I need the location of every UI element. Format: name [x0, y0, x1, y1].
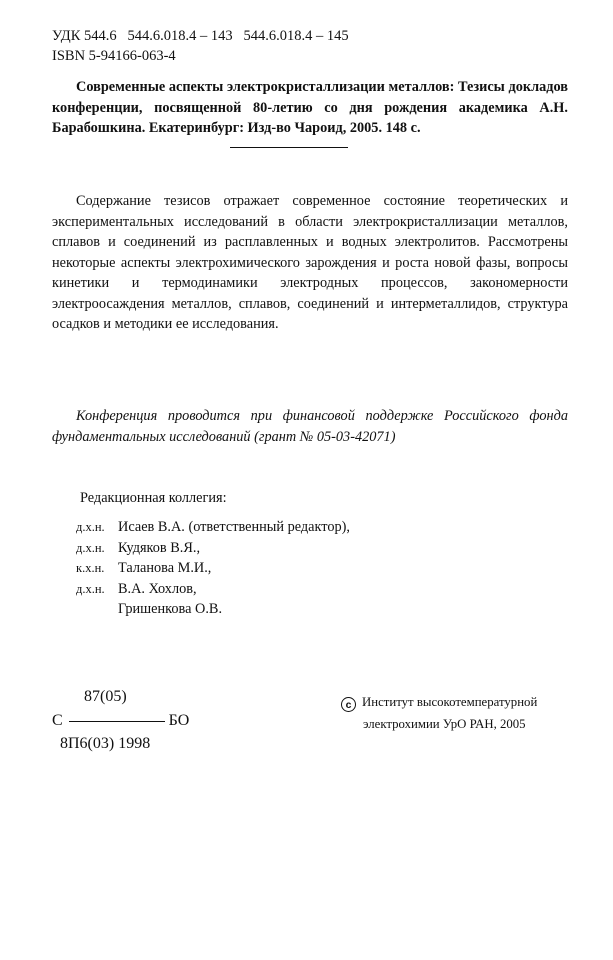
- member-degree: д.х.н.: [76, 540, 105, 555]
- copyright-line-2: электрохимии УрО РАН, 2005: [363, 717, 526, 731]
- board-member: [76, 538, 350, 559]
- catalog-code-right: БО: [168, 712, 190, 729]
- catalog-code-left: С: [52, 712, 63, 729]
- member-name: В.А. Хохлов,: [118, 580, 197, 597]
- copyright-holder: Институт высокотемпературной: [362, 695, 538, 709]
- catalog-code-top: 87(05): [84, 688, 127, 705]
- member-name: Кудяков В.Я.,: [118, 539, 201, 556]
- catalog-code-divider: [69, 721, 165, 722]
- book-title: Современные аспекты электрокристаллизации металлов:: [76, 79, 455, 95]
- grant-acknowledgement: Конференция проводится при финансовой поддержке Российского фонда фундаментальных исследований (грант № 05-03-42071): [52, 408, 568, 445]
- udk-classification: УДК 544.6 544.6.018.4 – 143 544.6.018.4 – 145: [52, 28, 349, 44]
- copyright-notice: [341, 691, 537, 735]
- member-name: Гришенкова О.В.: [118, 601, 223, 617]
- separator-rule: [230, 147, 348, 148]
- member-degree: [76, 599, 118, 620]
- board-member: [76, 517, 350, 538]
- board-member: [76, 599, 350, 620]
- copyright-line-1: [341, 691, 537, 713]
- member-degree: д.х.н.: [76, 520, 105, 534]
- bibliographic-description: [52, 77, 568, 139]
- bibliographic-details: Тезисы докладов конференции, посвященной 80-летию со дня рождения академика А.Н. Барабошкина. Екатеринбург: Изд-во Чароид, 2005. 148 с.: [52, 79, 568, 136]
- editorial-board-list: [76, 517, 350, 620]
- member-degree: д.х.н.: [76, 581, 105, 596]
- member-name: Таланова М.И.,: [118, 560, 212, 576]
- board-member: [76, 558, 350, 579]
- catalog-code-bottom: 8П6(03) 1998: [60, 735, 151, 752]
- member-name: Исаев В.А. (ответственный редактор),: [118, 519, 350, 535]
- isbn-number: ISBN 5-94166-063-4: [52, 48, 176, 64]
- catalog-code-fraction: [52, 711, 189, 731]
- member-degree: к.х.н.: [76, 561, 105, 575]
- board-member: [76, 579, 350, 600]
- abstract-paragraph: Содержание тезисов отражает современное состояние теоретических и экспериментальных исследований в области электрокристаллизации металлов, сплавов и соединений из расплавленных и водных электролитов. Рассмотрены некоторые аспекты электрохимического зарождения и роста новой фазы, вопросы кинетики и термодинамики электродных процессов, закономерности электроосаждения металлов, сплавов, соединений и интерметаллидов, структура осадков и методики ее исследования.: [52, 193, 568, 332]
- editorial-board-heading: Редакционная коллегия:: [80, 490, 227, 506]
- copyright-icon: c: [341, 697, 356, 712]
